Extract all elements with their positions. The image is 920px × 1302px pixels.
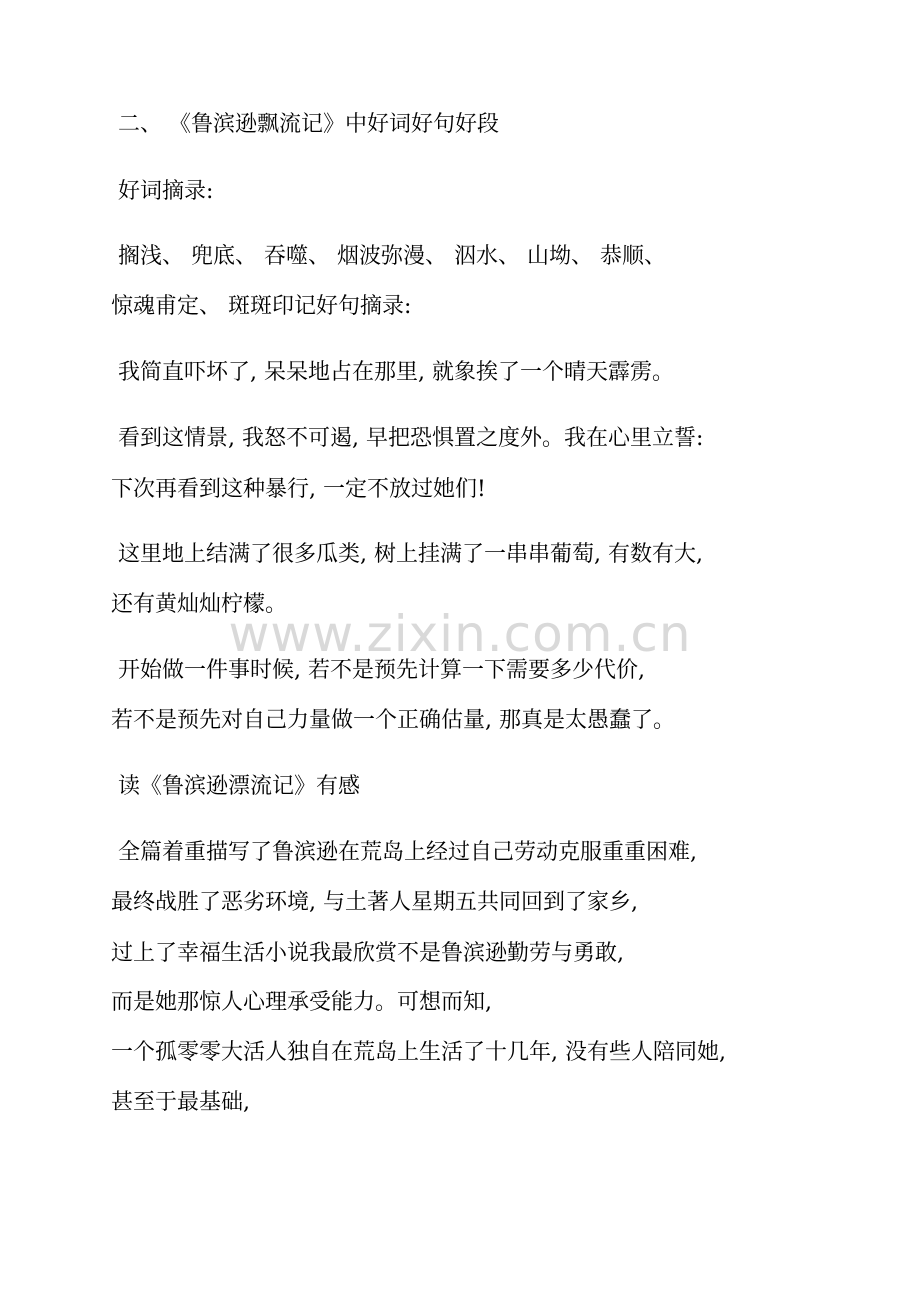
essay-line: 最终战胜了恶劣环境, 与土著人星期五共同回到了家乡,	[111, 890, 638, 915]
essay-line: 甚至于最基础,	[111, 1090, 250, 1115]
essay-title: 读《鲁滨逊漂流记》有感	[118, 774, 361, 799]
essay-line: 一个孤零零大活人独自在荒岛上生活了十几年, 没有些人陪同她,	[111, 1040, 726, 1065]
watermark: www.zixin.com.cn	[228, 605, 692, 663]
sentence-1: 我简直吓坏了, 呆呆地占在那里, 就象挨了一个晴天霹雳。	[118, 360, 674, 385]
sentence-4-line-1: 开始做一件事时候, 若不是预先计算一下需要多少代价,	[118, 658, 645, 683]
sentence-2-line-1: 看到这情景, 我怒不可遏, 早把恐惧置之度外。我在心里立誓:	[118, 426, 704, 451]
good-words-line-2: 惊魂甫定、 斑斑印记好句摘录:	[111, 294, 412, 319]
essay-line: 过上了幸福生活小说我最欣赏不是鲁滨逊勤劳与勇敢,	[111, 941, 624, 966]
sentence-3-line-2: 还有黄灿灿柠檬。	[111, 592, 288, 617]
essay-line: 全篇着重描写了鲁滨逊在荒岛上经过自己劳动克服重重困难,	[118, 840, 697, 865]
sentence-2-line-2: 下次再看到这种暴行, 一定不放过她们!	[111, 477, 486, 502]
section-heading: 二、 《鲁滨逊飘流记》中好词好句好段	[118, 112, 499, 137]
good-words-label: 好词摘录:	[118, 179, 214, 204]
sentence-3-line-1: 这里地上结满了很多瓜类, 树上挂满了一串串葡萄, 有数有大,	[118, 542, 703, 567]
good-words-line-1: 搁浅、 兜底、 吞噬、 烟波弥漫、 泅水、 山坳、 恭顺、	[118, 244, 666, 269]
sentence-4-line-2: 若不是预先对自己力量做一个正确估量, 那真是太愚蠢了。	[111, 708, 675, 733]
essay-line: 而是她那惊人心理承受能力。可想而知,	[111, 990, 492, 1015]
